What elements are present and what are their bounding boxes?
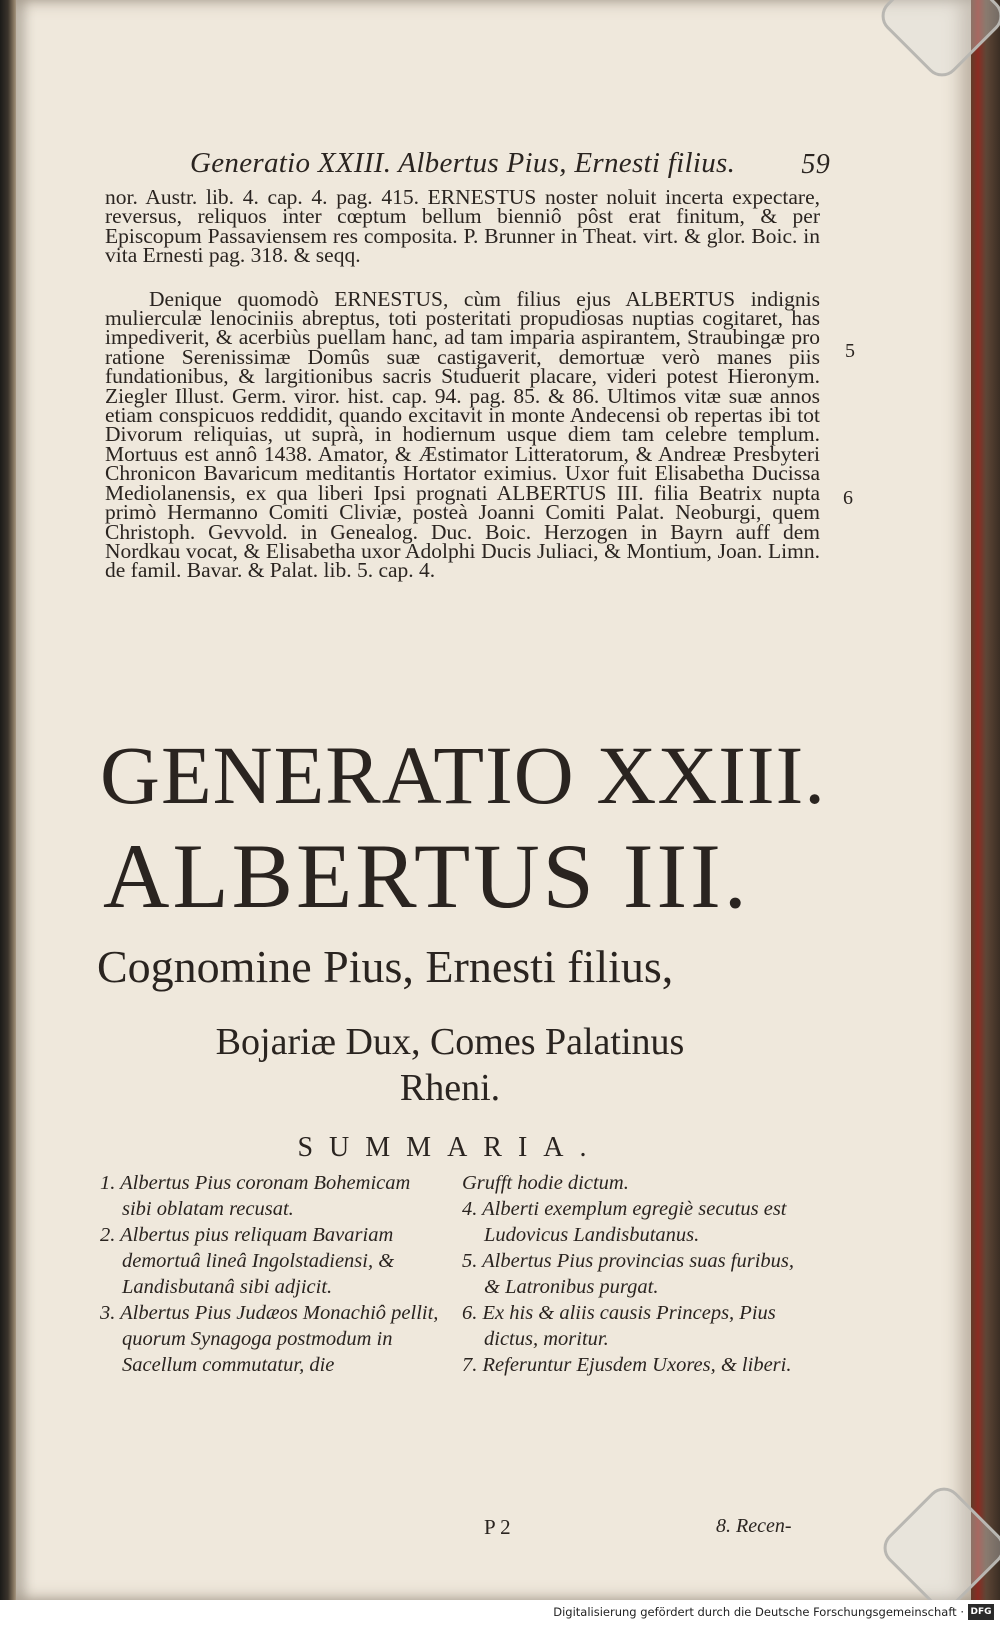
summaria-item: 6. Ex his & aliis causis Princeps, Pius dictus, moritur. — [462, 1302, 776, 1350]
summaria-item: 5. Albertus Pius provincias suas furibus, & Latronibus purgat. — [462, 1250, 795, 1298]
signature-mark: P 2 — [484, 1515, 511, 1539]
paragraph-1: nor. Austr. lib. 4. cap. 4. pag. 415. ERNESTUS noster noluit incerta expectare, reversus, reliquos inter cœptum bellum bienniô pôst erat finitum, & per Episcopum Passaviensem res composita. P. Brunner in Theat. virt. & glor. Boic. in vita Ernesti pag. 318. & seqq. — [105, 185, 820, 268]
summaria-left-column — [100, 1170, 440, 1378]
dfg-logo: DFG — [968, 1604, 994, 1620]
book-edge — [970, 0, 1000, 1600]
cognomen-line: Cognomine Pius, Ernesti filius, — [97, 941, 674, 992]
summaria-item: Grufft hodie dictum. — [462, 1172, 629, 1194]
summaria-item: 1. Albertus Pius coronam Bohemicam sibi oblatam recusat. — [100, 1172, 411, 1220]
summaria-item: 3. Albertus Pius Judæos Monachiô pellit, quorum Synagoga postmodum in Sacellum commutatur, die — [100, 1302, 439, 1376]
margin-number-6: 6 — [843, 487, 853, 509]
paragraph-2: Denique quomodò ERNESTUS, cùm filius ejus ALBERTUS indignis mulierculæ lenociniis abreptus, toti posteritati propudiosas nuptias cogitaret, has impediverit, & acerbiùs puellam hanc, ad tam imparia aspirantem, Straubingæ pro ratione Serenissimæ Domûs suæ castigaverit, demortuæ verò manes piis fundationibus, & largitionibus sacris Studuerit placare, videri potest Hieronym. Ziegler Illust. Germ. viror. hist. cap. 94. pag. 85. & 86. Ultimos vitæ suæ annos etiam conspicuos reddidit, quando excitavit in monte Andecensi ob repertas ibi tot Divorum reliquias, ut suprà, in hodiernum usque diem tam celebre templum. Mortuus est annô 1438. Amator, & Æstimator Litteratorum, & Andreæ Presbyteri Chronicon Bavaricum meditantis Hortator eximius. Uxor fuit Elisabetha Ducissa Mediolanensis, ex qua liberi Ipsi prognati ALBERTUS III. filia Beatrix nupta primò Hermanno Comiti Cliviæ, posteà Joanni Comiti Palat. Neoburgi, quem Christoph. Gevvold. in Genealog. Duc. Boic. Herzogen in Bayrn auff dem Nordkau vocat, & Elisabetha uxor Adolphi Ducis Juliaci, & Montium, Joan. Limn. de famil. Bavar. & Palat. lib. 5. cap. 4. — [105, 286, 820, 583]
summaria-heading: SUMMARIA. — [297, 1132, 603, 1163]
title-line-2: Rheni. — [399, 1067, 501, 1109]
generation-heading: GENERATIO XXIII. — [100, 729, 826, 821]
page-number: 59 — [801, 149, 830, 180]
footer-credit: Digitalisierung gefördert durch die Deutsche Forschungsgemeinschaft · — [553, 1605, 964, 1619]
summaria-item: 4. Alberti exemplum egregiè secutus est Ludovicus Landisbutanus. — [462, 1198, 787, 1246]
catchword: 8. Recen- — [716, 1515, 792, 1537]
summaria-item: 2. Albertus pius reliquam Bavariam demortuâ lineâ Ingolstadiensi, & Landisbutanâ sibi adjicit. — [100, 1224, 395, 1298]
summaria-right-column — [462, 1170, 812, 1378]
margin-number-5: 5 — [845, 340, 855, 362]
title-line-1: Bojariæ Dux, Comes Palatinus — [215, 1021, 685, 1063]
ruler-name-heading: ALBERTUS III. — [103, 825, 750, 927]
running-head — [190, 147, 830, 187]
summaria-item: 7. Referuntur Ejusdem Uxores, & liberi. — [462, 1354, 792, 1376]
running-head-title: Generatio XXIII. Albertus Pius, Ernesti filius. — [190, 147, 736, 179]
body-text — [105, 185, 820, 583]
